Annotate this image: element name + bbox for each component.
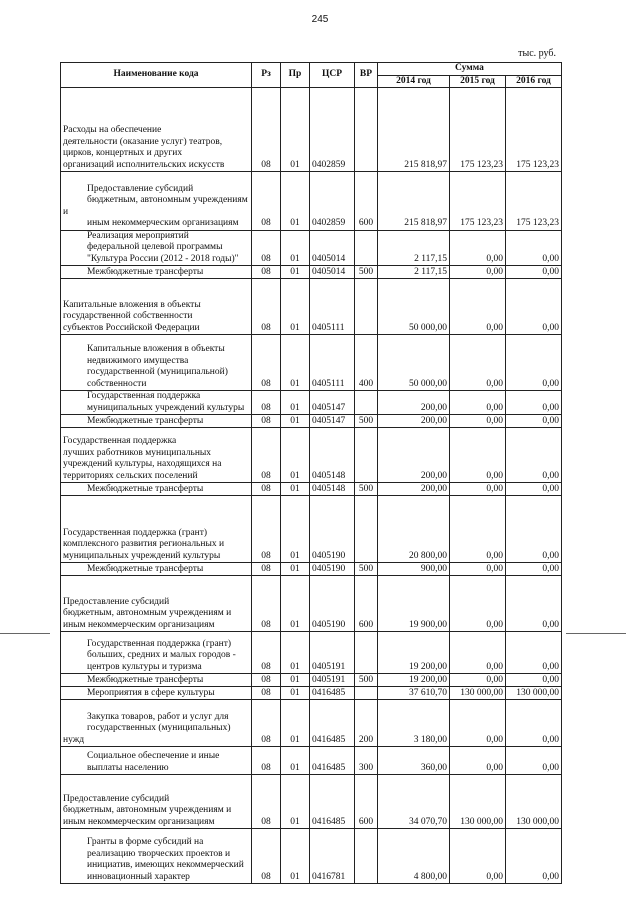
header-2016: 2016 год: [506, 75, 562, 88]
row-name-line: [63, 585, 249, 597]
cell-y2016: 130 000,00: [506, 775, 562, 829]
row-name-line: [63, 516, 249, 528]
row-name-line: [63, 114, 249, 126]
cell-y2015: 175 123,23: [450, 172, 506, 231]
cell-pr: 01: [281, 279, 310, 335]
cell-pr: 01: [281, 687, 310, 700]
table-body: [61, 88, 562, 884]
row-name-line: Межбюджетные трансферты: [87, 483, 204, 494]
cell-y2014: 50 000,00: [378, 335, 450, 391]
table-row: [61, 415, 562, 428]
units-label: тыс. руб.: [518, 48, 556, 59]
row-name-line: инициатив, имеющих некоммерческий: [87, 860, 244, 870]
cell-y2016: 175 123,23: [506, 88, 562, 172]
cell-pr: 01: [281, 335, 310, 391]
cell-y2016: 0,00: [506, 576, 562, 632]
row-name-line: государственной собственности: [63, 311, 193, 321]
cell-y2016: 0,00: [506, 266, 562, 279]
row-name-line: комплексного развития региональных и: [63, 539, 225, 549]
row-name-line: недвижимого имущества: [87, 355, 189, 366]
cell-csr: 0416485: [310, 687, 355, 700]
row-name-line: [63, 700, 249, 712]
row-name-line: Социальное обеспечение и иные: [87, 751, 220, 761]
header-2014: 2014 год: [378, 75, 450, 88]
cell-vr: 600: [355, 775, 378, 829]
cell-y2016: 0,00: [506, 428, 562, 483]
row-name: [61, 335, 252, 391]
cell-pr: 01: [281, 88, 310, 172]
table-row: [61, 230, 562, 266]
cell-y2016: 0,00: [506, 829, 562, 884]
cell-vr: [355, 496, 378, 563]
row-name-line: организаций исполнительских искусств: [63, 159, 225, 170]
cell-pr: 01: [281, 563, 310, 576]
cell-vr: 500: [355, 483, 378, 496]
row-name-line: Предоставление субсидий: [63, 793, 170, 804]
table-row: [61, 576, 562, 632]
cell-y2014: 3 180,00: [378, 700, 450, 747]
cell-y2014: 20 800,00: [378, 496, 450, 563]
cell-csr: 0402859: [310, 172, 355, 231]
cell-y2014: 37 610,70: [378, 687, 450, 700]
row-name: [61, 88, 252, 172]
cell-vr: 300: [355, 747, 378, 775]
cell-y2016: 175 123,23: [506, 172, 562, 231]
cell-y2015: 0,00: [450, 700, 506, 747]
cell-rz: 08: [252, 279, 281, 335]
row-name-line: цирков, концертных и других: [63, 148, 183, 158]
cell-y2016: 0,00: [506, 700, 562, 747]
row-name-line: иным некоммерческим организациям: [63, 816, 215, 827]
cell-csr: 0405014: [310, 266, 355, 279]
cell-y2015: 0,00: [450, 391, 506, 415]
row-name: [61, 391, 252, 415]
table-row: [61, 700, 562, 747]
cell-pr: 01: [281, 483, 310, 496]
table-row: [61, 496, 562, 563]
cell-y2015: 0,00: [450, 483, 506, 496]
row-name-line: иным некоммерческим организациям: [63, 619, 215, 630]
row-name: [61, 266, 252, 279]
cell-y2016: 0,00: [506, 674, 562, 687]
cell-y2015: 175 123,23: [450, 88, 506, 172]
cell-y2014: 900,00: [378, 563, 450, 576]
row-name-line: инновационный характер: [87, 871, 190, 882]
row-name-line: Межбюджетные трансферты: [87, 266, 204, 277]
cell-y2015: 0,00: [450, 415, 506, 428]
row-name: [61, 428, 252, 483]
cell-pr: 01: [281, 428, 310, 483]
row-name-line: иным некоммерческим организациям: [87, 218, 239, 228]
cell-y2015: 0,00: [450, 496, 506, 563]
row-name: [61, 415, 252, 428]
cell-pr: 01: [281, 747, 310, 775]
cell-pr: 01: [281, 775, 310, 829]
cell-rz: 08: [252, 88, 281, 172]
cell-y2015: 0,00: [450, 829, 506, 884]
row-name-line: бюджетным, автономным учреждениям и: [63, 608, 232, 618]
cell-vr: [355, 632, 378, 674]
cell-y2014: 200,00: [378, 428, 450, 483]
cell-y2016: 0,00: [506, 230, 562, 266]
cell-vr: 400: [355, 335, 378, 391]
table-row: [61, 829, 562, 884]
cell-rz: 08: [252, 483, 281, 496]
row-name-line: бюджетным, автономным учреждениям и: [63, 805, 232, 815]
cell-y2015: 130 000,00: [450, 687, 506, 700]
row-name-line: государственной (муниципальной): [87, 367, 228, 377]
cell-rz: 08: [252, 700, 281, 747]
cell-pr: 01: [281, 829, 310, 884]
cell-vr: [355, 391, 378, 415]
row-name: [61, 576, 252, 632]
cell-rz: 08: [252, 563, 281, 576]
cell-y2014: 19 200,00: [378, 674, 450, 687]
cell-y2016: 0,00: [506, 483, 562, 496]
row-name-line: собственности: [87, 378, 147, 389]
row-name-line: реализацию творческих проектов и: [87, 848, 231, 859]
header-vr: ВР: [355, 63, 378, 88]
cell-y2016: 0,00: [506, 632, 562, 674]
cell-rz: 08: [252, 775, 281, 829]
cell-rz: 08: [252, 266, 281, 279]
cell-rz: 08: [252, 747, 281, 775]
cell-vr: [355, 279, 378, 335]
row-name-line: субъектов Российской Федерации: [63, 322, 200, 333]
table-row: [61, 88, 562, 172]
row-name: [61, 632, 252, 674]
cell-y2014: 215 818,97: [378, 172, 450, 231]
row-name: [61, 483, 252, 496]
cell-pr: 01: [281, 576, 310, 632]
cell-vr: 500: [355, 674, 378, 687]
row-name-line: Реализация мероприятий: [87, 230, 189, 241]
cell-vr: [355, 230, 378, 266]
row-name-line: бюджетным, автономным учреждениям и: [63, 195, 248, 217]
table-row: [61, 335, 562, 391]
table-row: [61, 391, 562, 415]
cell-rz: 08: [252, 391, 281, 415]
cell-csr: 0405191: [310, 632, 355, 674]
cell-csr: 0416485: [310, 775, 355, 829]
table-row: [61, 279, 562, 335]
cell-pr: 01: [281, 632, 310, 674]
cell-rz: 08: [252, 415, 281, 428]
cell-rz: 08: [252, 687, 281, 700]
row-name: [61, 687, 252, 700]
cell-y2015: 0,00: [450, 335, 506, 391]
cell-pr: 01: [281, 266, 310, 279]
cell-rz: 08: [252, 428, 281, 483]
cell-csr: 0416485: [310, 700, 355, 747]
cell-y2014: 200,00: [378, 391, 450, 415]
row-name-line: муниципальных учреждений культуры: [63, 550, 221, 561]
cell-csr: 0405148: [310, 428, 355, 483]
row-name-line: Предоставление субсидий: [63, 596, 170, 607]
cell-rz: 08: [252, 674, 281, 687]
cell-vr: [355, 687, 378, 700]
cell-y2016: 0,00: [506, 415, 562, 428]
cell-y2014: 200,00: [378, 483, 450, 496]
header-name: Наименование кода: [61, 63, 252, 88]
cell-y2016: 0,00: [506, 747, 562, 775]
cell-y2015: 0,00: [450, 747, 506, 775]
row-name-line: "Культура России (2012 - 2018 годы)": [87, 253, 239, 264]
cell-y2014: 2 117,15: [378, 266, 450, 279]
cell-csr: 0402859: [310, 88, 355, 172]
cell-csr: 0405190: [310, 496, 355, 563]
table-row: [61, 775, 562, 829]
header-csr: ЦСР: [310, 63, 355, 88]
cell-pr: 01: [281, 700, 310, 747]
table-row: [61, 428, 562, 483]
row-name-line: Предоставление субсидий: [87, 183, 194, 194]
table-row: [61, 483, 562, 496]
row-name-line: [63, 288, 249, 300]
cell-pr: 01: [281, 172, 310, 231]
row-name-line: лучших работников муниципальных: [63, 447, 212, 458]
cell-vr: 500: [355, 266, 378, 279]
cell-y2015: 0,00: [450, 266, 506, 279]
cell-vr: 200: [355, 700, 378, 747]
row-name: [61, 230, 252, 266]
row-name-line: Гранты в форме субсидий на: [87, 837, 204, 847]
row-name-line: Межбюджетные трансферты: [87, 563, 204, 574]
header-rz: Рз: [252, 63, 281, 88]
row-name-line: Расходы на обеспечение: [63, 125, 162, 135]
cell-y2015: 0,00: [450, 563, 506, 576]
row-name-line: федеральной целевой программы: [87, 242, 223, 252]
cell-y2015: 0,00: [450, 230, 506, 266]
cell-y2014: 360,00: [378, 747, 450, 775]
table-row: [61, 563, 562, 576]
header-2015: 2015 год: [450, 75, 506, 88]
cell-csr: 0416485: [310, 747, 355, 775]
cell-y2015: 0,00: [450, 674, 506, 687]
cell-y2015: 0,00: [450, 279, 506, 335]
row-name: [61, 172, 252, 231]
cell-rz: 08: [252, 829, 281, 884]
left-edge-mark: [0, 633, 50, 634]
cell-pr: 01: [281, 496, 310, 563]
row-name: [61, 747, 252, 775]
row-name-line: Капитальные вложения в объекты: [87, 344, 225, 354]
row-name-line: Государственная поддержка (грант): [63, 527, 208, 538]
row-name-line: Межбюджетные трансферты: [87, 415, 204, 426]
cell-y2016: 0,00: [506, 335, 562, 391]
row-name-line: выплаты населению: [87, 762, 169, 773]
cell-csr: 0405191: [310, 674, 355, 687]
cell-vr: 500: [355, 415, 378, 428]
row-name-line: Межбюджетные трансферты: [87, 674, 204, 685]
header-sum: Сумма: [378, 63, 562, 76]
table-row: [61, 674, 562, 687]
row-name-line: больших, средних и малых городов -: [87, 650, 236, 660]
cell-y2016: 0,00: [506, 279, 562, 335]
cell-vr: [355, 428, 378, 483]
cell-y2014: 4 800,00: [378, 829, 450, 884]
cell-y2016: 0,00: [506, 563, 562, 576]
table-row: [61, 172, 562, 231]
row-name: [61, 700, 252, 747]
cell-vr: 600: [355, 576, 378, 632]
cell-y2016: 0,00: [506, 391, 562, 415]
row-name: [61, 279, 252, 335]
table-row: [61, 747, 562, 775]
row-name-line: центров культуры и туризма: [87, 661, 202, 672]
row-name-line: Капитальные вложения в объекты: [63, 299, 201, 310]
cell-y2015: 130 000,00: [450, 775, 506, 829]
row-name-line: муниципальных учреждений культуры: [87, 402, 245, 413]
cell-y2016: 0,00: [506, 496, 562, 563]
cell-vr: 500: [355, 563, 378, 576]
cell-rz: 08: [252, 230, 281, 266]
row-name-line: государственных (муниципальных) нужд: [63, 723, 231, 745]
table-row: [61, 632, 562, 674]
cell-csr: 0405014: [310, 230, 355, 266]
row-name-line: деятельности (оказание услуг) театров,: [63, 136, 223, 147]
cell-vr: [355, 88, 378, 172]
row-name-line: территориях сельских поселений: [63, 470, 198, 481]
row-name-line: Государственная поддержка (грант): [87, 638, 232, 649]
cell-rz: 08: [252, 576, 281, 632]
cell-pr: 01: [281, 230, 310, 266]
row-name: [61, 496, 252, 563]
cell-y2015: 0,00: [450, 632, 506, 674]
row-name-line: Государственная поддержка: [87, 391, 201, 401]
row-name: [61, 829, 252, 884]
cell-y2014: 19 900,00: [378, 576, 450, 632]
row-name: [61, 775, 252, 829]
cell-csr: 0405148: [310, 483, 355, 496]
cell-csr: 0405147: [310, 415, 355, 428]
budget-table: [60, 62, 562, 884]
cell-y2015: 0,00: [450, 428, 506, 483]
row-name-line: [63, 782, 249, 794]
right-edge-mark: [566, 633, 626, 634]
cell-y2014: 50 000,00: [378, 279, 450, 335]
row-name-line: Закупка товаров, работ и услуг для: [87, 711, 229, 722]
row-name-line: [63, 172, 249, 184]
page-number: 245: [311, 14, 329, 25]
cell-csr: 0405111: [310, 335, 355, 391]
cell-rz: 08: [252, 172, 281, 231]
cell-csr: 0405190: [310, 563, 355, 576]
cell-rz: 08: [252, 335, 281, 391]
row-name: [61, 674, 252, 687]
cell-y2016: 130 000,00: [506, 687, 562, 700]
row-name-line: учреждений культуры, находящихся на: [63, 459, 222, 469]
cell-y2014: 19 200,00: [378, 632, 450, 674]
cell-y2015: 0,00: [450, 576, 506, 632]
table-row: [61, 687, 562, 700]
cell-rz: 08: [252, 632, 281, 674]
cell-csr: 0416781: [310, 829, 355, 884]
cell-csr: 0405111: [310, 279, 355, 335]
cell-csr: 0405190: [310, 576, 355, 632]
cell-y2014: 200,00: [378, 415, 450, 428]
cell-vr: [355, 829, 378, 884]
cell-pr: 01: [281, 674, 310, 687]
cell-vr: 600: [355, 172, 378, 231]
cell-y2014: 2 117,15: [378, 230, 450, 266]
row-name-line: Государственная поддержка: [63, 436, 177, 446]
table-row: [61, 266, 562, 279]
row-name: [61, 563, 252, 576]
cell-y2014: 34 070,70: [378, 775, 450, 829]
cell-rz: 08: [252, 496, 281, 563]
row-name-line: Мероприятия в сфере культуры: [87, 687, 215, 698]
cell-pr: 01: [281, 391, 310, 415]
cell-y2014: 215 818,97: [378, 88, 450, 172]
cell-pr: 01: [281, 415, 310, 428]
header-pr: Пр: [281, 63, 310, 88]
cell-csr: 0405147: [310, 391, 355, 415]
